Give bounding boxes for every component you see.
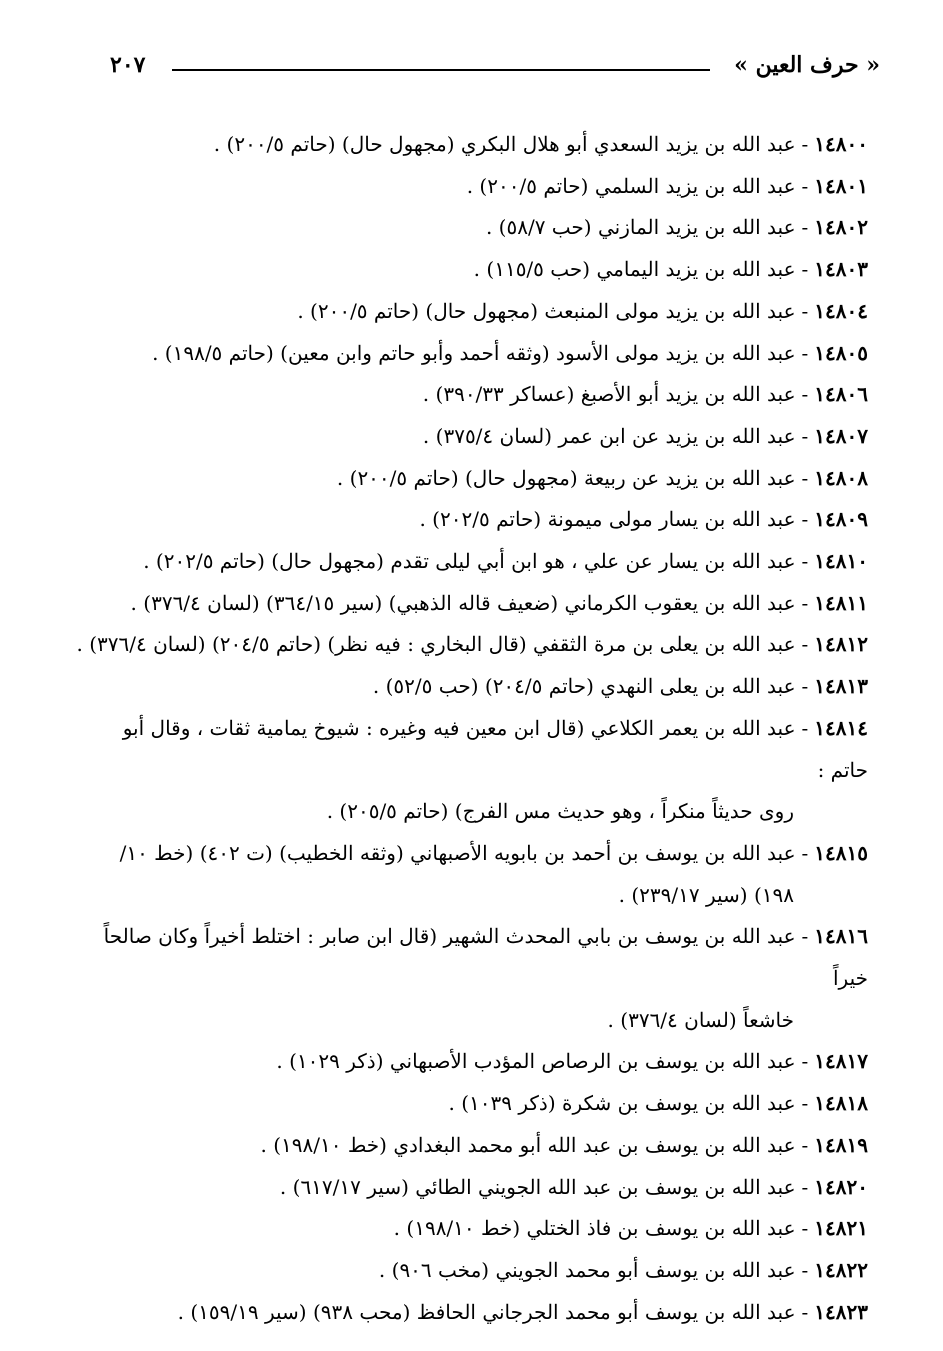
entry-number: ١٤٨٠٣: [814, 257, 868, 282]
entry-item: [90, 291, 868, 333]
entry-number: ١٤٨١٥: [814, 840, 868, 865]
entry-item: [90, 1208, 868, 1250]
entry-item: [90, 1083, 868, 1125]
entry-dash: -: [801, 924, 809, 949]
entry-dash: -: [801, 382, 809, 407]
entry-number: ١٤٨١٠: [814, 549, 868, 574]
entry-number: ١٤٨١٧: [814, 1049, 868, 1074]
entry-text: عبد الله بن يسار عن علي ، هو ابن أبي ليلى تقدم (مجهول حال) (حاتم ٢٠٢/٥) .: [143, 549, 796, 574]
entry-text: عبد الله بن يزيد السعدي أبو هلال البكري (مجهول حال) (حاتم ٢٠٠/٥) .: [213, 132, 796, 156]
entry-number: ١٤٨٠٦: [814, 382, 868, 407]
entry-number: ١٤٨٠٢: [814, 215, 868, 240]
entry-dash: -: [801, 674, 809, 699]
running-title: « حرف العين »: [734, 52, 880, 78]
entry-dash: -: [801, 1216, 809, 1241]
entry-item: [90, 708, 868, 833]
entry-number: ١٤٨١٦: [814, 924, 868, 949]
entry-item: [76, 624, 868, 666]
entry-text: عبد الله بن يوسف أبو محمد الجرجاني الحافظ (محب ٩٣٨) (سير ١٥٩/١٩) .: [177, 1299, 796, 1324]
entry-item: [90, 416, 868, 458]
entry-text: عبد الله بن يعقوب الكرماني (ضعيف قاله الذهبي) (سير ٣٦٤/١٥) (لسان ٣٧٦/٤) .: [130, 590, 796, 615]
entry-text: عبد الله بن يزيد السلمي (حاتم ٢٠٠/٥) .: [466, 173, 796, 198]
entry-item: [90, 583, 868, 625]
entry-dash: -: [801, 840, 809, 865]
entry-dash: -: [801, 507, 809, 532]
entry-text: عبد الله بن يوسف بن عبد الله أبو محمد البغدادي (خط ١٩٨/١٠) .: [260, 1132, 796, 1157]
entry-item: [90, 207, 868, 249]
entry-dash: -: [801, 340, 809, 365]
entry-continuation: روى حديثاً منكراً ، وهو حديث مس الفرج) (حاتم ٢٠٥/٥) .: [326, 799, 794, 824]
entry-text: عبد الله بن يعلى بن مرة الثقفي (قال البخاري : فيه نظر) (حاتم ٢٠٤/٥) (لسان ٣٧٦/٤) .: [76, 632, 796, 657]
entry-dash: -: [801, 715, 809, 740]
entry-text: عبد الله بن يعلى النهدي (حاتم ٢٠٤/٥) (حب ٥٢/٥) .: [372, 674, 796, 699]
entry-list: [76, 124, 868, 1333]
entry-text: عبد الله بن يزيد عن ربيعة (مجهول حال) (حاتم ٢٠٠/٥) .: [336, 465, 796, 490]
entry-item: [90, 249, 868, 291]
entry-number: ١٤٨٢٣: [814, 1299, 868, 1324]
entry-item: [90, 1125, 868, 1167]
entry-text: عبد الله بن يوسف بن عبد الله الجويني الطائي (سير ٦١٧/١٧) .: [279, 1174, 796, 1199]
entry-number: ١٤٨١٩: [814, 1132, 868, 1157]
entry-number: ١٤٨٠١: [814, 173, 868, 198]
entry-text: عبد الله بن يعمر الكلاعي (قال ابن معين فيه وغيره : شيوخ يمامية ثقات ، وقال أبو حاتم :: [122, 715, 868, 782]
page-header: [110, 52, 880, 92]
entry-item: [90, 166, 868, 208]
entry-item: [90, 1167, 868, 1209]
entry-number: ١٤٨١٤: [814, 715, 868, 740]
entry-dash: -: [801, 215, 809, 240]
entry-number: ١٤٨٢١: [814, 1216, 868, 1241]
entry-dash: -: [801, 257, 809, 282]
entry-text: عبد الله بن يزيد المازني (حب ٥٨/٧) .: [485, 215, 796, 240]
entry-number: ١٤٨٢٠: [814, 1174, 868, 1199]
entry-item: [90, 1041, 868, 1083]
entry-number: ١٤٨٠٧: [814, 423, 868, 448]
entry-number: ١٤٨٠٥: [814, 340, 868, 365]
entry-dash: -: [801, 132, 809, 156]
entry-item: [90, 1292, 868, 1334]
entry-text: عبد الله بن يوسف بن أحمد بن بابويه الأصبهاني (وثقه الخطيب) (ت ٤٠٢) (خط ١٠/: [119, 840, 796, 865]
entry-number: ١٤٨١٨: [814, 1091, 868, 1116]
entry-item: [90, 124, 868, 166]
entry-item: [90, 666, 868, 708]
header-rule: [172, 69, 710, 71]
entry-continuation: ١٩٨) (سير ٢٣٩/١٧) .: [618, 882, 794, 907]
entry-number: ١٤٨٠٨: [814, 465, 868, 490]
entry-number: ١٤٨٠٩: [814, 507, 868, 532]
entry-text: عبد الله بن يوسف بن شكرة (ذكر ١٠٣٩) .: [448, 1091, 796, 1116]
entry-item: [90, 333, 868, 375]
entry-item: [90, 458, 868, 500]
entry-dash: -: [801, 632, 809, 657]
entry-text: عبد الله بن يوسف بن الرصاص المؤدب الأصبهاني (ذكر ١٠٢٩) .: [276, 1049, 796, 1074]
entry-dash: -: [801, 298, 809, 323]
entry-dash: -: [801, 1049, 809, 1074]
entry-item: [90, 541, 868, 583]
entry-number: ١٤٨٢٢: [814, 1257, 868, 1282]
entry-dash: -: [801, 1174, 809, 1199]
entry-dash: -: [801, 423, 809, 448]
entry-text: عبد الله بن يزيد مولى المنبعث (مجهول حال) (حاتم ٢٠٠/٥) .: [297, 298, 796, 323]
entry-dash: -: [801, 549, 809, 574]
entry-text: عبد الله بن يزيد أبو الأصبغ (عساكر ٣٩٠/٣٣) .: [422, 382, 796, 407]
entry-text: عبد الله بن يزيد مولى الأسود (وثقه أحمد وأبو حاتم وابن معين) (حاتم ١٩٨/٥) .: [152, 340, 796, 365]
entry-item: [90, 1250, 868, 1292]
entry-text: عبد الله بن يزيد عن ابن عمر (لسان ٣٧٥/٤) .: [422, 423, 796, 448]
entry-continuation: خاشعاً (لسان ٣٧٦/٤) .: [607, 1007, 794, 1032]
entry-number: ١٤٨١١: [814, 590, 868, 615]
page-number: ٢٠٧: [110, 52, 146, 78]
entry-dash: -: [801, 1299, 809, 1324]
entry-text: عبد الله بن يسار مولى ميمونة (حاتم ٢٠٢/٥) .: [419, 507, 796, 532]
entry-dash: -: [801, 465, 809, 490]
entry-text: عبد الله بن يزيد اليمامي (حب ١١٥/٥) .: [473, 257, 796, 282]
entry-text: عبد الله بن يوسف بن بابي المحدث الشهير (قال ابن صابر : اختلط أخيراً وكان صالحاً خيراً: [103, 924, 868, 991]
entry-number: ١٤٨١٢: [814, 632, 868, 657]
entry-number: ١٤٨٠٠: [814, 132, 868, 156]
entry-number: ١٤٨١٣: [814, 674, 868, 699]
entry-dash: -: [801, 1091, 809, 1116]
entry-item: [90, 833, 868, 916]
entry-number: ١٤٨٠٤: [814, 298, 868, 323]
entry-text: عبد الله بن يوسف بن فاذ الختلي (خط ١٩٨/١٠) .: [393, 1216, 796, 1241]
entry-dash: -: [801, 1132, 809, 1157]
entry-item: [90, 916, 868, 1041]
entry-dash: -: [801, 173, 809, 198]
entry-dash: -: [801, 1257, 809, 1282]
entry-item: [90, 499, 868, 541]
entry-dash: -: [801, 590, 809, 615]
entry-item: [90, 374, 868, 416]
entry-text: عبد الله بن يوسف أبو محمد الجويني (مخب ٩٠٦) .: [378, 1257, 796, 1282]
